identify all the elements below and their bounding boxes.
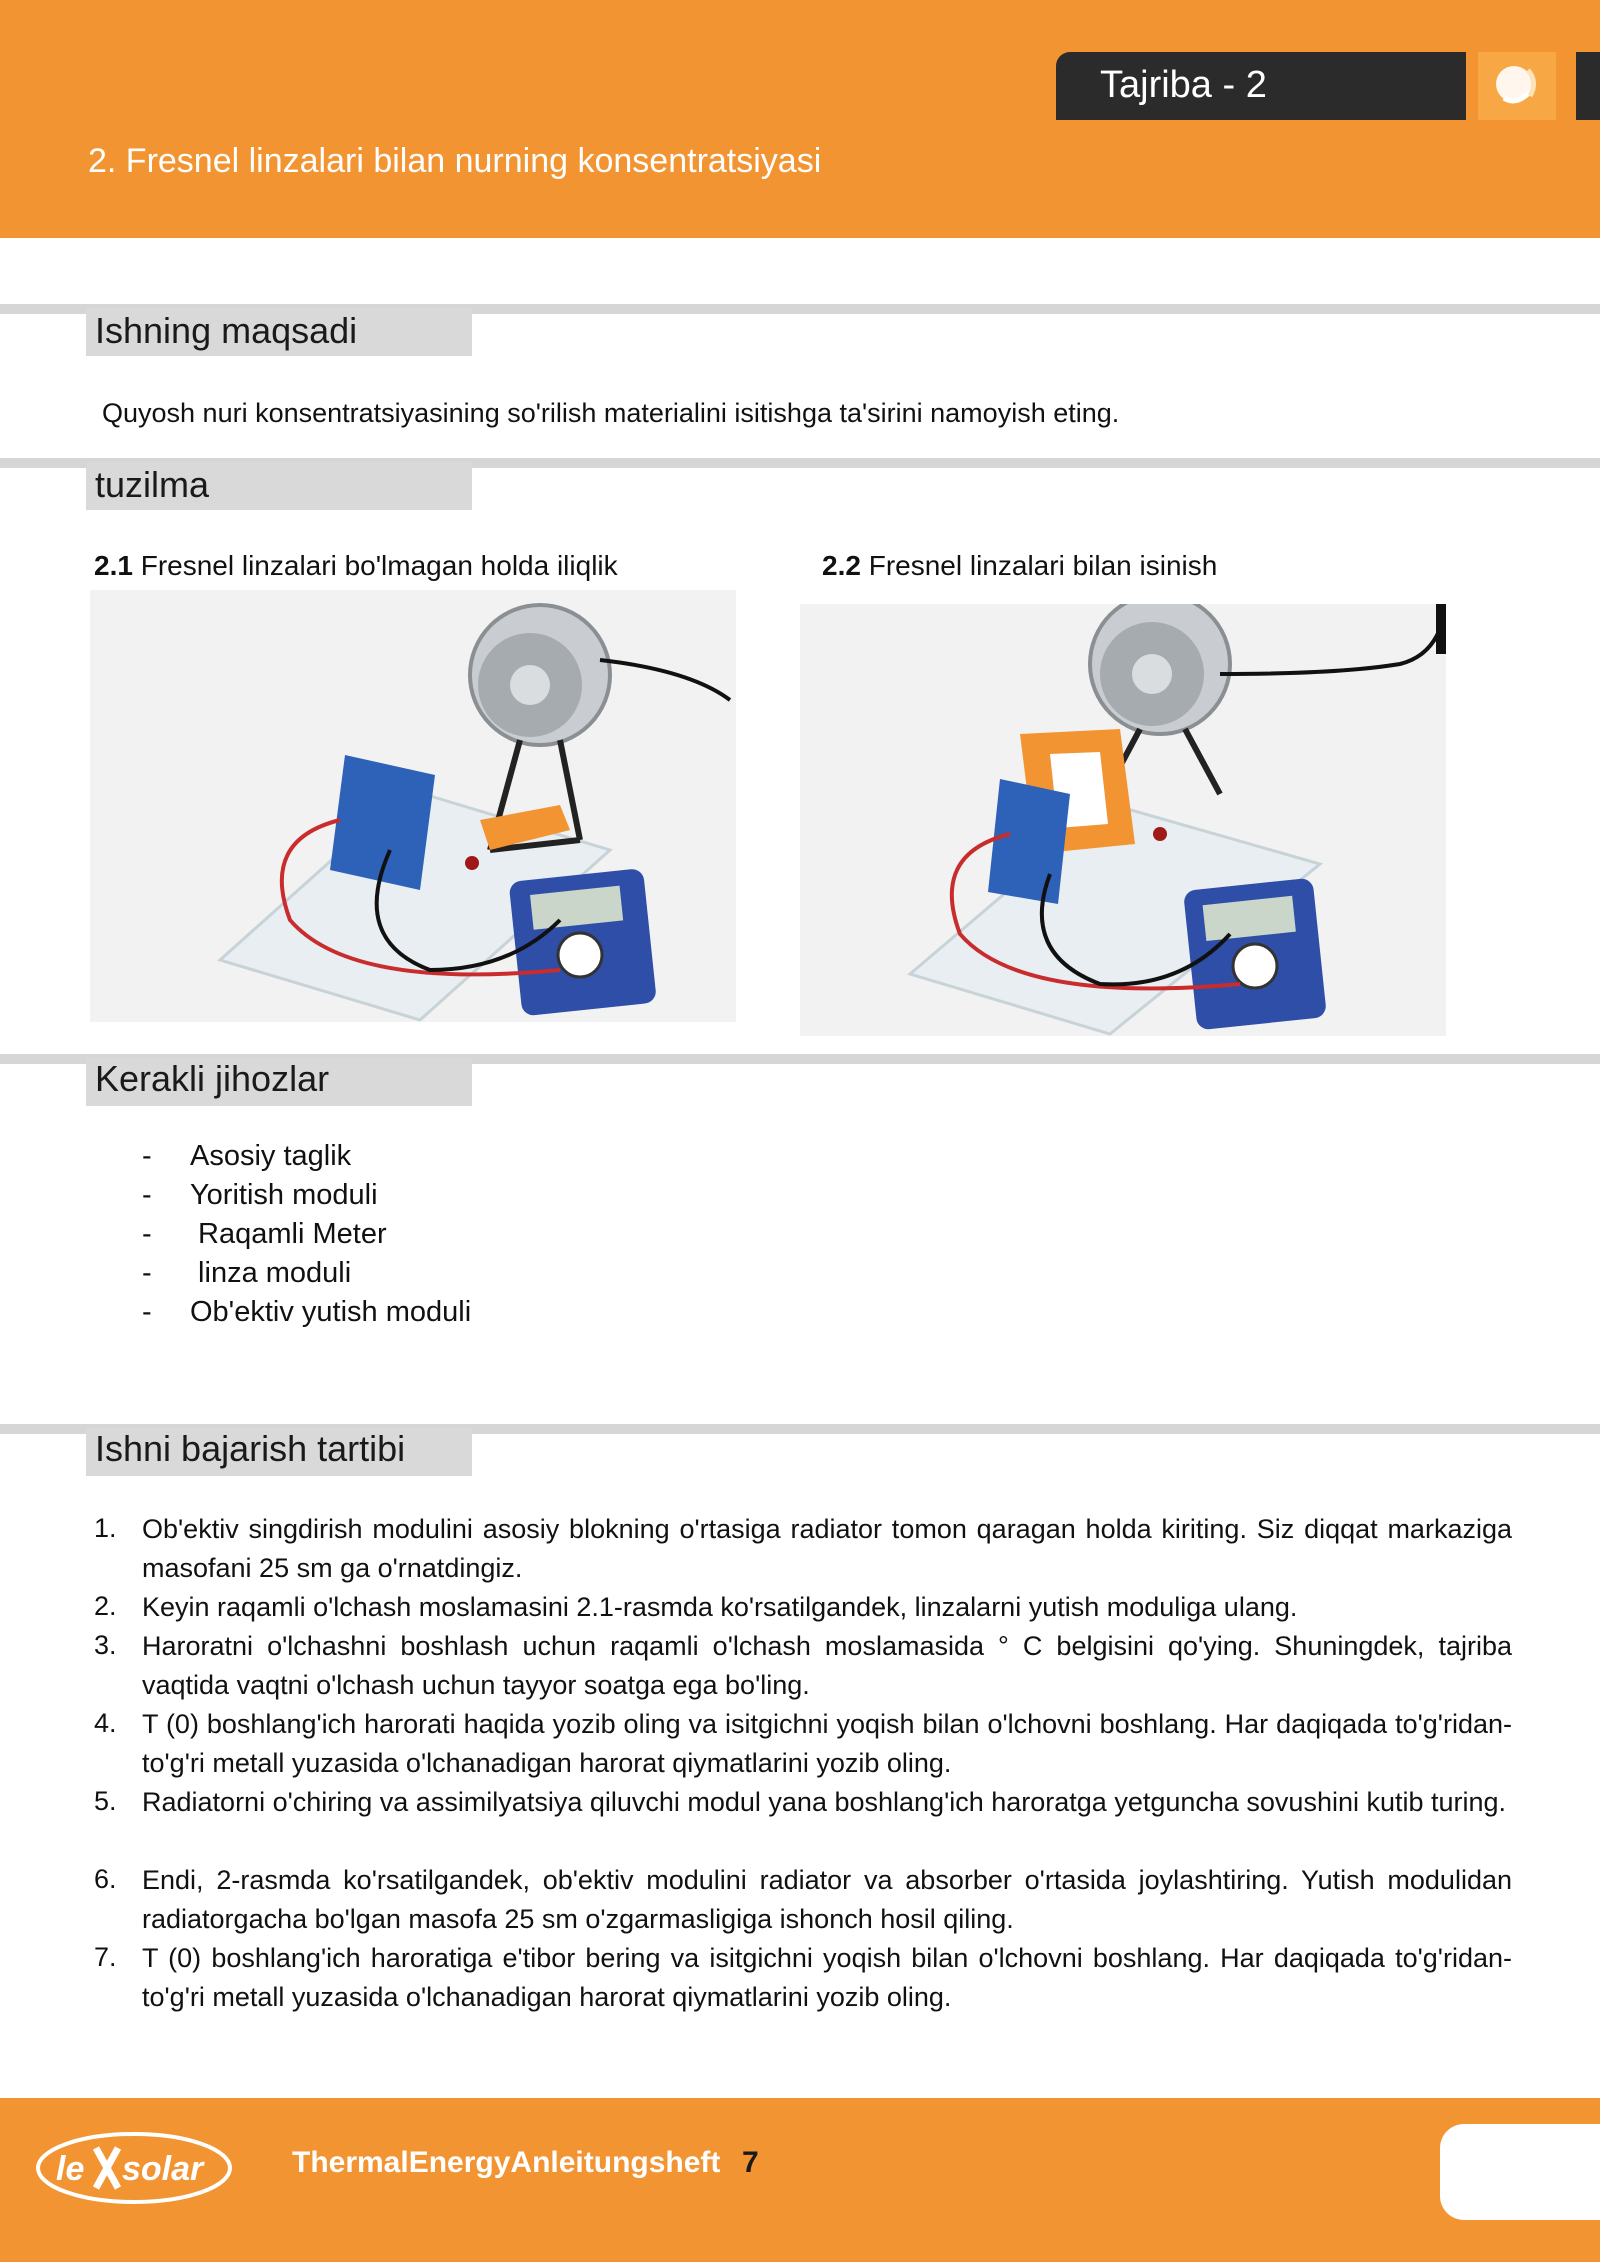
experiment-photo-without-lens [90,590,736,1022]
section-title-aim: Ishning maqsadi [95,310,358,351]
section-title-setup: tuzilma [95,464,210,505]
lesolar-logo [34,2130,234,2206]
equipment-item: Ob'ektiv yutish moduli [190,1296,472,1328]
step-number: 6. [94,1864,117,1894]
figure-caption-text: Fresnel linzalari bilan isinish [868,550,1218,581]
experiment-badge-label: Tajriba - 2 [1100,64,1267,106]
figure-caption-2 [822,550,1217,582]
experiment-photo-with-lens [800,604,1446,1036]
equipment-item: linza moduli [190,1257,352,1289]
equipment-item: Raqamli Meter [190,1218,387,1250]
step-number: 5. [94,1786,117,1816]
step-text: T (0) boshlang'ich harorati haqida yozib oling va isitgichni yoqish bilan o'lchovni boshlang. Har daqiqada to'g'ridan-to'g'ri metall yuzasida o'lchanadigan harorat qiymatlarini yozib oling. [142,1709,1512,1778]
page-title: 2. Fresnel linzalari bilan nurning konsentratsiyasi [88,142,822,180]
manual-name: ThermalEnergyAnleitungsheft [292,2146,721,2179]
sun-icon [1478,52,1556,120]
step-text: Ob'ektiv singdirish modulini asosiy blokning o'rtasiga radiator tomon qaragan holda kiriting. Siz diqqat markaziga masofani 25 sm ga o'rnatdingiz. [142,1514,1512,1583]
svg-text:le: le [56,2150,85,2188]
step-number: 7. [94,1942,117,1972]
step-number: 3. [94,1630,117,1660]
figure-caption-text: Fresnel linzalari bo'lmagan holda iliqlik [140,550,618,581]
equipment-item: Asosiy taglik [190,1140,352,1172]
step-number: 4. [94,1708,117,1738]
step-number: 2. [94,1591,117,1621]
step-text: Radiatorni o'chiring va assimilyatsiya qiluvchi modul yana boshlang'ich haroratga yetguncha sovushini kutib turing. [142,1787,1507,1817]
figure-number: 2.1 [94,550,133,581]
equipment-item: Yoritish moduli [190,1179,378,1211]
step-number: 1. [94,1513,117,1543]
section-title-equipment: Kerakli jihozlar [95,1058,330,1099]
svg-text:solar: solar [122,2150,204,2188]
step-text: Keyin raqamli o'lchash moslamasini 2.1-rasmda ko'rsatilgandek, linzalarni yutish moduliga ulang. [142,1592,1298,1622]
figure-caption-1 [94,550,618,582]
figure-number: 2.2 [822,550,861,581]
badge-strip [1576,52,1600,120]
footer-tab [1440,2124,1600,2220]
aim-text: Quyosh nuri konsentratsiyasining so'rilish materialini isitishga ta'sirini namoyish eting. [102,398,1120,428]
step-text: T (0) boshlang'ich haroratiga e'tibor bering va isitgichni yoqish bilan o'lchovni boshlang. Har daqiqada to'g'ridan-to'g'ri metall yuzasida o'lchanadigan harorat qiymatlarini yozib oling. [142,1943,1512,2012]
step-text: Endi, 2-rasmda ko'rsatilgandek, ob'ektiv modulini radiator va absorber o'rtasida joylashtiring. Yutish modulidan radiatorgacha bo'lgan masofa 25 sm o'zgarmasligiga ishonch hosil qiling. [142,1865,1512,1934]
section-title-procedure: Ishni bajarish tartibi [95,1428,406,1469]
step-text: Haroratni o'lchashni boshlash uchun raqamli o'lchash moslamasida ° C belgisini qo'ying. Shuningdek, tajriba vaqtida vaqtni o'lchash uchun tayyor soatga ega bo'ling. [142,1631,1512,1700]
page-footer [0,2098,1600,2262]
page-number: 7 [742,2146,759,2179]
